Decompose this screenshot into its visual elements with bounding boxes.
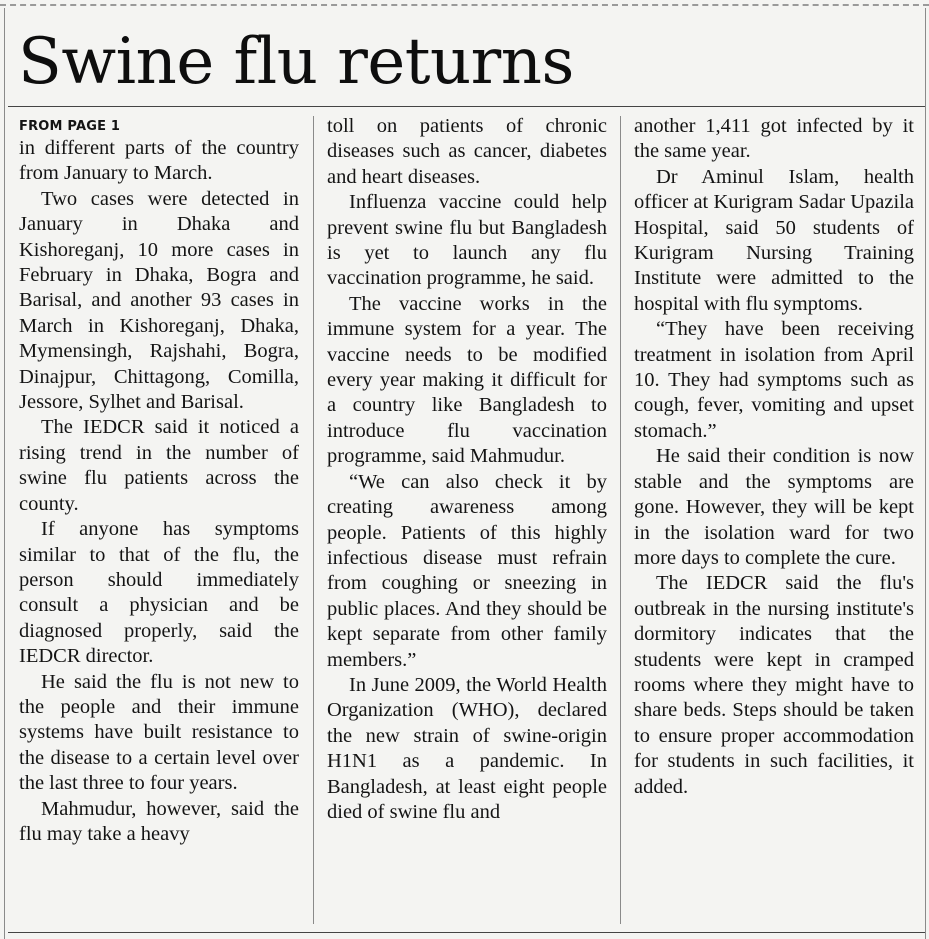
article-column-1 [19,114,299,926]
column-divider [620,116,621,924]
paragraph: Two cases were detected in January in Dhaka and Kishoreganj, 10 more cases in February in Dhaka, Bogra and Barisal, and another 93 cases in March in Kishoreganj, Dhaka, Mymensingh, Rajshahi, Bogra, Dinajpur, Chittagong, Comilla, Jessore, Sylhet and Barisal. [19,187,299,414]
paragraph: Influenza vaccine could help prevent swine flu but Bangladesh is yet to launch any flu vaccination programme, he said. [327,191,607,290]
paragraph: He said their condition is now stable and the symptoms are gone. However, they will be kept in the isolation ward for two more days to complete the cure. [634,445,914,569]
article-column-3 [634,114,914,926]
article-column-2 [327,114,607,926]
paragraph: toll on patients of chronic diseases such as cancer, diabetes and heart diseases. [327,115,607,188]
headline-rule [8,106,925,107]
paragraph: in different parts of the country from January to March. [19,137,299,185]
column-divider [313,116,314,924]
paragraph: another 1,411 got infected by it the same year. [634,115,914,163]
paragraph: “We can also check it by creating awareness among people. Patients of this highly infectious disease must refrain from coughing or sneezing in public places. And they should be kept separate from other family members.” [327,470,607,671]
paragraph: “They have been receiving treatment in isolation from April 10. They had symptoms such as cough, fever, vomiting and upset stomach.” [634,318,914,442]
paragraph: Mahmudur, however, said the flu may take a heavy [19,797,299,845]
right-border [925,8,926,939]
left-border [4,8,5,939]
paragraph: In June 2009, the World Health Organization (WHO), declared the new strain of swine-origin H1N1 as a pandemic. In Bangladesh, at least eight people died of swine flu and [327,673,607,823]
paragraph: The vaccine works in the immune system for a year. The vaccine needs to be modified every year making it difficult for a country like Bangladesh to introduce flu vaccination programme, said Mahmudur. [327,292,607,468]
paragraph: He said the flu is not new to the people and their immune systems have built resistance to the disease to a certain level over the last three to four years. [19,670,299,795]
bottom-rule [8,932,925,933]
continuation-kicker: FROM PAGE 1 [19,119,121,134]
headline: Swine flu returns [18,25,574,99]
top-border [0,0,929,6]
paragraph: The IEDCR said it noticed a rising trend in the number of swine flu patients across the county. [19,416,299,515]
paragraph: The IEDCR said the flu's outbreak in the nursing institute's dormitory indicates that the students were kept in cramped rooms where they might have to share beds. Steps should be taken to ensure proper accommodation for students in such facilities, it added. [634,572,914,798]
paragraph: If anyone has symptoms similar to that of the flu, the person should immediately consult a physician and be diagnosed properly, said the IEDCR director. [19,518,299,668]
paragraph: Dr Aminul Islam, health officer at Kurigram Sadar Upazila Hospital, said 50 students of Kurigram Nursing Training Institute were admitted to the hospital with flu symptoms. [634,165,914,315]
